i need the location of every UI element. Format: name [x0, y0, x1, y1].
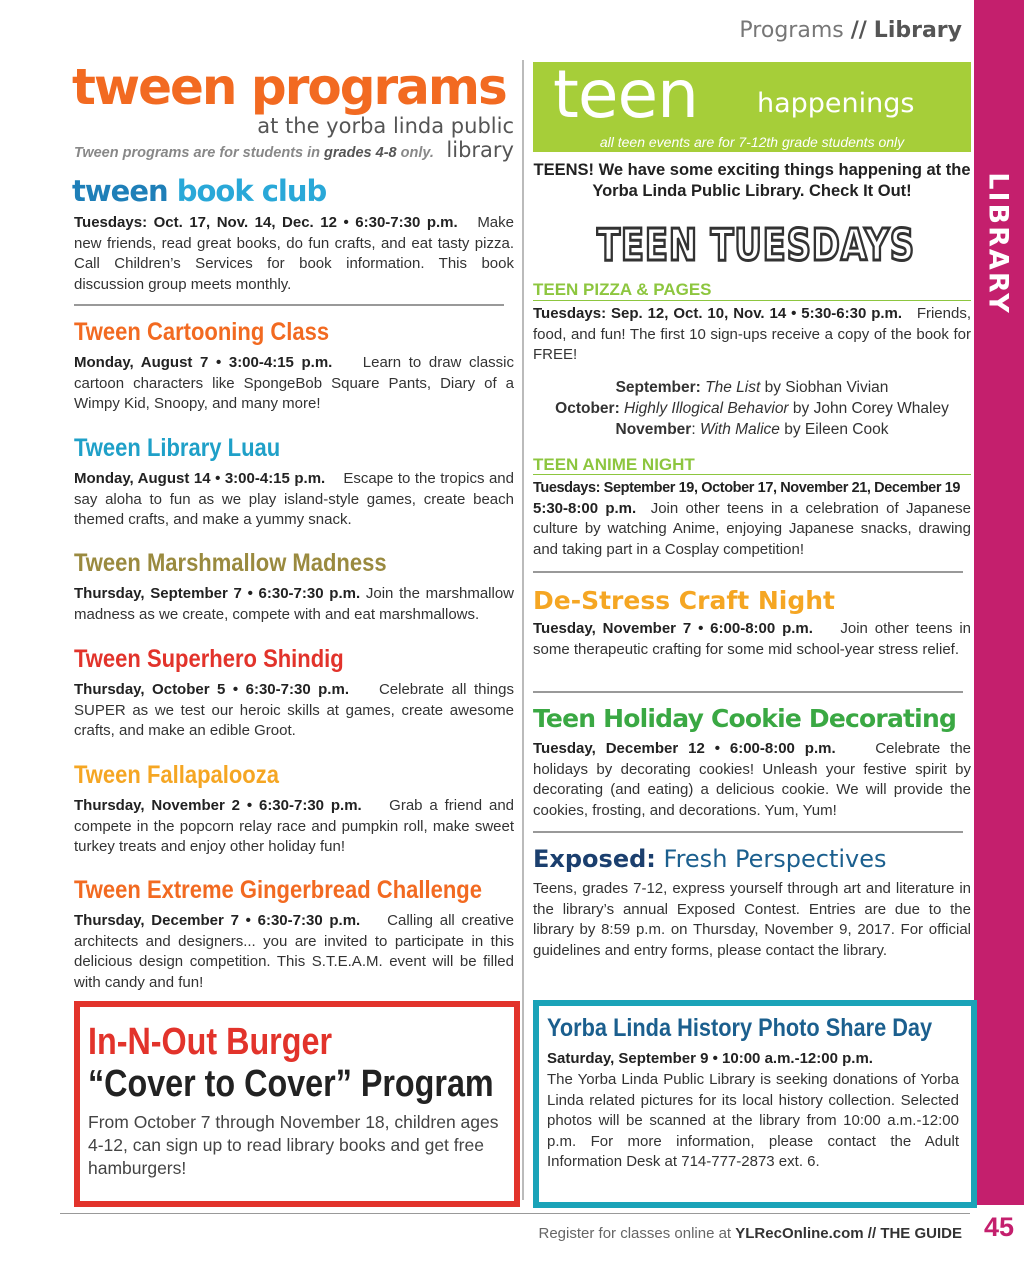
event-text: Join the marshmallow madness as we create, compete with and eat marshmallows. [74, 585, 515, 623]
event-desc-luau [74, 469, 514, 531]
book-title: With Malice [699, 421, 780, 438]
anime-title: TEEN ANIME NIGHT [533, 455, 695, 474]
book-item [533, 377, 971, 398]
teen-tuesdays-logo [594, 216, 918, 270]
book-club-title-b: book club [176, 174, 327, 208]
pizza-title: TEEN PIZZA & PAGES [533, 280, 712, 299]
teen-banner-big: teen [553, 56, 698, 133]
event-when: Monday, August 7 • 3:00-4:15 p.m. [74, 354, 333, 371]
cookie-text: Celebrate the holidays by decorating cookies! Unleash your festive spirit by decorating (and eating) a delicious cookie. We will provide the cookies, frosting, and decorations. Yum, Yum! [533, 740, 972, 819]
teen-banner [533, 56, 971, 152]
destress-when: Tuesday, November 7 • 6:00-8:00 p.m. [533, 620, 813, 637]
event-text: Celebrate all things SUPER as we test our heroic skills at games, create awesome crafts, and make an edible Groot. [74, 681, 514, 739]
footer-text [539, 1225, 963, 1242]
book-item [533, 398, 971, 419]
grade-note-suffix: only. [396, 145, 434, 161]
destress-title: De-Stress Craft Night [533, 586, 836, 615]
book-club-title-a: tween [72, 174, 177, 208]
section-header [739, 18, 962, 43]
footer-guide: THE GUIDE [880, 1225, 962, 1242]
teen-banner-small: happenings [757, 88, 915, 119]
book-item: November: With Malice by Eileen Cook [615, 421, 889, 438]
destress-text: Join other teens in some therapeutic crafting for some mid school-year stress relief. [533, 620, 972, 658]
event-title-cartooning: Tween Cartooning Class [74, 318, 330, 346]
footer-prefix: Register for classes online at [538, 1225, 736, 1242]
book-author: by John Corey Whaley [788, 400, 949, 417]
tween-title-text: tween programs [72, 58, 506, 116]
tween-grade-note [74, 145, 514, 161]
event-title-fallapalooza: Tween Fallapalooza [74, 761, 279, 789]
teen-tuesdays-logo-text: TEEN TUESDAYS [597, 220, 915, 270]
anime-desc [533, 478, 971, 560]
event-title-marshmallow: Tween Marshmallow Madness [74, 549, 387, 577]
innout-desc: From October 7 through November 18, children ages 4-12, can sign up to read library books and get free hamburgers! [88, 1112, 499, 1178]
book-author: by Siobhan Vivian [760, 379, 889, 396]
anime-text: Join other teens in a celebration of Japanese culture by watching Anime, enjoying Japanese snacks, drawing and taking part in a Cosplay competition! [533, 499, 971, 558]
exposed-title-rest: Fresh Perspectives [655, 845, 887, 873]
section-category: Library [873, 18, 962, 43]
event-desc-fallapalooza [74, 796, 514, 858]
book-club-text: Make new friends, read great books, do fun crafts, and eat tasty pizza. Call Children’s Services for book information. This book discussion group meets monthly. [74, 214, 514, 293]
event-text: Calling all creative architects and designers... you are invited to participate in this delicious design competition. This S.T.E.A.M. event will be filled with candy and fun! [74, 912, 514, 991]
event-title-luau: Tween Library Luau [74, 434, 281, 462]
anime-when-time: 5:30-8:00 p.m. [533, 499, 637, 517]
book-month: September: [615, 379, 701, 396]
tween-title [72, 58, 506, 116]
pizza-when: Tuesdays: Sep. 12, Oct. 10, Nov. 14 • 5:30-6:30 p.m. [533, 305, 903, 322]
pizza-desc [533, 304, 971, 366]
event-text: Escape to the tropics and say aloha to fun as we play island-style games, create beach themed crafts, and make a yummy snack. [74, 470, 514, 528]
divider [533, 691, 963, 693]
book-title: The List [705, 379, 761, 396]
book-club-title [72, 174, 326, 208]
cookie-desc [533, 739, 971, 821]
divider [533, 571, 963, 573]
event-desc-cartooning [74, 353, 514, 415]
event-title-superhero: Tween Superhero Shindig [74, 645, 344, 673]
destress-desc [533, 619, 971, 660]
innout-subtitle: “Cover to Cover” Program [88, 1063, 494, 1105]
innout-box [74, 1001, 520, 1207]
teen-banner-note: all teen events are for 7-12th grade students only [599, 134, 905, 150]
event-when: Thursday, November 2 • 6:30-7:30 p.m. [74, 797, 362, 814]
cookie-when: Tuesday, December 12 • 6:00-8:00 p.m. [533, 740, 836, 757]
tween-subtitle: at the yorba linda public library [257, 114, 514, 162]
book-club-desc [74, 213, 514, 295]
anime-when-dates: Tuesdays: September 19, October 17, November 21, December 19 [533, 480, 961, 496]
history-desc: The Yorba Linda Public Library is seeking donations of Yorba Linda related pictures for its local history collection. Selected photos will be scanned at the library from 10:00 a.m.-12:00 p.m. For more information, please contact the Adult Information Desk at 714-777-2873 ext. 6. [547, 1071, 959, 1170]
history-box [533, 1000, 977, 1208]
event-when: Thursday, September 7 • 6:30-7:30 p.m. [74, 585, 361, 602]
pizza-underline [533, 300, 971, 301]
event-when: Thursday, October 5 • 6:30-7:30 p.m. [74, 681, 349, 698]
book-month: October: [555, 400, 620, 417]
section-name: Programs [739, 18, 844, 43]
exposed-title [533, 845, 887, 873]
event-when: Monday, August 14 • 3:00-4:15 p.m. [74, 470, 326, 487]
book-author: by Eileen Cook [779, 421, 889, 438]
event-when: Thursday, December 7 • 6:30-7:30 p.m. [74, 912, 361, 929]
book-title: Highly Illogical Behavior [624, 400, 789, 417]
teen-tuesdays-logo-art [594, 216, 918, 270]
column-divider [522, 60, 524, 1200]
event-desc-superhero [74, 680, 514, 742]
event-title-gingerbread: Tween Extreme Gingerbread Challenge [74, 876, 482, 904]
event-text: Grab a friend and compete in the popcorn relay race and pumpkin roll, make sweet turkey treats and enjoy other holiday fun! [74, 797, 514, 855]
event-desc-gingerbread [74, 911, 514, 993]
section-separator: // [850, 18, 867, 43]
divider [533, 831, 963, 833]
history-when: Saturday, September 9 • 10:00 a.m.-12:00 p.m. [547, 1050, 873, 1067]
book-club-when: Tuesdays: Oct. 17, Nov. 14, Dec. 12 • 6:30-7:30 p.m. [74, 214, 458, 231]
sidebar-label: LIBRARY [982, 172, 1014, 315]
divider [74, 304, 504, 306]
teen-intro: TEENS! We have some exciting things happening at the Yorba Linda Public Library. Check It Out! [533, 161, 971, 200]
pizza-text: Friends, food, and fun! The first 10 sign-ups receive a copy of the book for FREE! [533, 305, 971, 363]
history-title: Yorba Linda History Photo Share Day [547, 1014, 933, 1042]
footer-site-link[interactable]: YLRecOnline.com [735, 1225, 864, 1242]
footer-separator: // [863, 1225, 881, 1242]
innout-title: In-N-Out Burger [88, 1021, 333, 1063]
exposed-title-bold: Exposed: [533, 845, 656, 873]
event-desc-marshmallow [74, 584, 514, 625]
anime-underline [533, 474, 971, 475]
cookie-title: Teen Holiday Cookie Decorating [533, 704, 957, 733]
footer-rule [60, 1213, 970, 1214]
page-number: 45 [983, 1212, 1015, 1242]
exposed-desc: Teens, grades 7-12, express yourself through art and literature in the library’s annual Exposed Contest. Entries are due to the library by 8:59 p.m. on Thursday, November 9, 2017. For official guidelines and entry forms, please contact the library. [533, 880, 971, 959]
event-text: Learn to draw classic cartoon characters like SpongeBob Square Pants, Diary of a Wimpy Kid, Snoopy, and many more! [74, 354, 514, 412]
grade-note-bold: grades 4-8 [324, 145, 397, 161]
sidebar-label-wrap [974, 170, 1024, 330]
book-month: November [615, 421, 692, 438]
grade-note-prefix: Tween programs are for students in [74, 145, 325, 161]
pizza-book-list [533, 377, 971, 440]
